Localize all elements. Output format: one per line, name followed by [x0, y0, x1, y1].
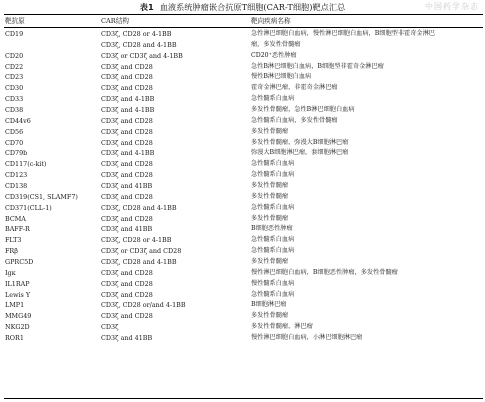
cell-target-disease: 慢性髓系白血病 [251, 279, 295, 287]
cell-target-antigen: CD138 [5, 182, 28, 191]
table-row [0, 170, 485, 181]
cell-target-antigen: ROR1 [5, 334, 24, 343]
cell-target-antigen: CD123 [5, 171, 28, 180]
cell-target-antigen: NKG2D [5, 323, 30, 332]
cell-car-structure: CD3ζ and CD28 [101, 73, 153, 82]
table-row [0, 300, 485, 311]
cell-target-antigen: CD319(CS1, SLAMF7) [5, 192, 78, 201]
header-rule [4, 27, 483, 28]
cell-car-structure: CD3ζ and CD28 [101, 279, 153, 288]
cell-car-structure: CD3ζ and CD28 [101, 192, 153, 201]
cell-target-disease: 急性髓系白血病 [251, 290, 295, 298]
cell-target-disease: 多发性骨髓瘤 [251, 182, 289, 190]
cell-car-structure: CD3ζ, CD28 and 4-1BB [101, 258, 177, 267]
cell-target-antigen: CD371(CLL-1) [5, 203, 52, 212]
cell-car-structure: CD3ζ and CD28 [101, 290, 153, 299]
cell-target-disease: 急性B淋巴细胞白血病，B细胞型非霍奇金淋巴瘤 [251, 62, 384, 70]
cell-target-disease: 急性髓系白血病，多发性骨髓瘤 [251, 116, 338, 124]
cell-target-disease: 急性髓系白血病 [251, 160, 295, 168]
table-row [0, 29, 485, 40]
table-row [0, 290, 485, 301]
table-row [0, 322, 485, 333]
cell-target-antigen: CD117(c-kit) [5, 160, 47, 169]
table-row [0, 51, 485, 62]
cell-target-antigen: CD19 [5, 30, 24, 38]
table-row [0, 279, 485, 290]
cell-target-disease: CD20⁺恶性肿瘤 [251, 51, 297, 59]
cell-target-disease: B细胞恶性肿瘤 [251, 225, 293, 233]
table-row [0, 83, 485, 94]
table-row [0, 94, 485, 105]
cell-target-antigen: CD30 [5, 84, 24, 93]
cell-target-disease: 多发性骨髓瘤 [251, 258, 289, 266]
cell-target-antigen: CD22 [5, 62, 24, 71]
cell-target-antigen: CD38 [5, 106, 24, 115]
cell-target-antigen: CD70 [5, 138, 24, 147]
cell-target-antigen: CD20 [5, 51, 24, 60]
cell-target-disease: 慢性淋巴细胞白血病，小淋巴细胞淋巴瘤 [251, 334, 363, 342]
table-row [0, 62, 485, 73]
cell-car-structure: CD3ζ and CD28 [101, 127, 153, 136]
cell-target-disease: 多发性骨髓瘤 [251, 312, 289, 320]
table-row [0, 116, 485, 127]
table-row [0, 268, 485, 279]
cell-target-disease: 霍奇金淋巴瘤，非霍奇金淋巴瘤 [251, 84, 338, 92]
table-row [0, 181, 485, 192]
cell-car-structure: CD3ζ and 4-1BB [101, 95, 155, 104]
cell-car-structure: CD3ζ and CD28 [101, 62, 153, 71]
cell-target-disease: 急性髓系白血病 [251, 247, 295, 255]
table-body [0, 29, 485, 344]
cell-target-disease: 急性髓系白血病 [251, 95, 295, 103]
cell-target-disease: 急性髓系白血病 [251, 203, 295, 211]
table-title [0, 2, 485, 13]
cell-target-antigen: CD44v6 [5, 116, 31, 125]
table-row [0, 105, 485, 116]
cell-target-antigen: MMG49 [5, 312, 32, 321]
cell-target-disease: 多发性骨髓瘤 [251, 127, 289, 135]
cell-car-structure: CD3ζ [101, 323, 119, 332]
cell-target-antigen: FLT3 [5, 236, 22, 245]
cell-target-antigen: CD56 [5, 127, 24, 136]
cell-car-structure: CD3ζ or CD3ζ and 4-1BB [101, 51, 183, 60]
table-row [0, 246, 485, 257]
table-caption: 血液系统肿瘤嵌合抗原T细胞(CAR-T细胞)靶点汇总 [159, 2, 346, 12]
header-car-structure: CAR结构 [101, 17, 129, 25]
cell-target-antigen: CD33 [5, 95, 24, 104]
table-label: 表1 [139, 2, 154, 12]
top-rule [4, 14, 483, 15]
cell-target-antigen: BAFF-R [5, 225, 30, 234]
header-target-antigen: 靶抗原 [5, 17, 25, 25]
table-row [0, 138, 485, 149]
cell-target-antigen: Lewis Y [5, 290, 31, 299]
table-row [0, 192, 485, 203]
cell-target-disease: 多发性骨髓瘤，急性B淋巴细胞白血病 [251, 106, 355, 114]
cell-car-structure: CD3ζ, CD28 and 4-1BB [101, 40, 177, 49]
table-row [0, 257, 485, 268]
table-row [0, 311, 485, 322]
cell-target-antigen: BCMA [5, 214, 26, 223]
cell-target-disease: 多发性骨髓瘤，弥漫大B细胞淋巴瘤 [251, 138, 349, 146]
cell-car-structure: CD3ζ and CD28 [101, 312, 153, 321]
cell-target-disease: 弥漫大B细胞淋巴瘤，套细胞淋巴瘤 [251, 149, 349, 157]
cell-car-structure: CD3ζ and 41BB [101, 182, 153, 191]
cell-car-structure: CD3ζ and CD28 [101, 171, 153, 180]
cell-car-structure: CD3ζ and CD28 [101, 116, 153, 125]
table-row [0, 203, 485, 214]
table-row [0, 333, 485, 344]
cell-car-structure: CD3ζ and 4-1BB [101, 106, 155, 115]
cell-car-structure: CD3ζ and 41BB [101, 334, 153, 343]
cell-target-disease: 多发性骨髓瘤 [251, 214, 289, 222]
cell-target-antigen: Igκ [5, 268, 16, 277]
cell-car-structure: CD3ζ and CD28 [101, 138, 153, 147]
cell-target-disease: 急性髓系白血病 [251, 236, 295, 244]
cell-car-structure: CD3ζ, CD28 or/and 4-1BB [101, 301, 186, 310]
header-target-disease: 靶向疾病名称 [251, 17, 291, 25]
cell-target-antigen: LMP1 [5, 301, 25, 310]
cell-car-structure: CD3ζ, CD28 or 4-1BB [101, 30, 172, 38]
cell-target-disease: 慢性淋巴细胞白血病，B细胞恶性肿瘤，多发性骨髓瘤 [251, 268, 398, 276]
table-row [0, 72, 485, 83]
table-header [0, 16, 485, 27]
cell-target-disease: 多发性骨髓瘤，淋巴瘤 [251, 323, 313, 331]
cell-target-antigen: GPRC5D [5, 258, 34, 267]
journal-watermark: 中国药学杂志 [425, 2, 479, 11]
bottom-rule [4, 398, 483, 399]
cell-car-structure: CD3ζ and CD28 [101, 160, 153, 169]
cell-car-structure: CD3ζ and CD28 [101, 84, 153, 93]
cell-car-structure: CD3ζ and CD28 [101, 214, 153, 223]
table-row [0, 235, 485, 246]
table-row [0, 127, 485, 138]
table-row [0, 224, 485, 235]
cell-target-disease: B细胞淋巴瘤 [251, 301, 287, 309]
cell-car-structure: CD3ζ and 4-1BB [101, 149, 155, 158]
table-row [0, 214, 485, 225]
cell-car-structure: CD3ζ or CD3ζ and CD28 [101, 247, 182, 256]
cell-target-disease: 急性髓系白血病 [251, 171, 295, 179]
cell-target-disease: 瘤，多发性骨髓瘤 [251, 40, 301, 48]
table-row [0, 40, 485, 51]
cell-car-structure: CD3ζ, CD28 or 4-1BB [101, 236, 172, 245]
cell-target-disease: 急性淋巴细胞白血病，慢性淋巴细胞白血病，B细胞型非霍奇金淋巴 [251, 30, 435, 37]
cell-car-structure: CD3ζ and 41BB [101, 225, 153, 234]
table-row [0, 148, 485, 159]
cell-target-disease: 慢性B淋巴细胞白血病 [251, 73, 312, 81]
cell-target-antigen: IL1RAP [5, 279, 30, 288]
cell-target-antigen: FRβ [5, 247, 18, 256]
cell-car-structure: CD3ζ and CD28 [101, 268, 153, 277]
cell-target-antigen: CD79b [5, 149, 28, 158]
cell-car-structure: CD3ζ, CD28 and 4-1BB [101, 203, 177, 212]
cell-target-antigen: CD23 [5, 73, 24, 82]
cell-target-disease: 多发性骨髓瘤 [251, 192, 289, 200]
table-row [0, 159, 485, 170]
